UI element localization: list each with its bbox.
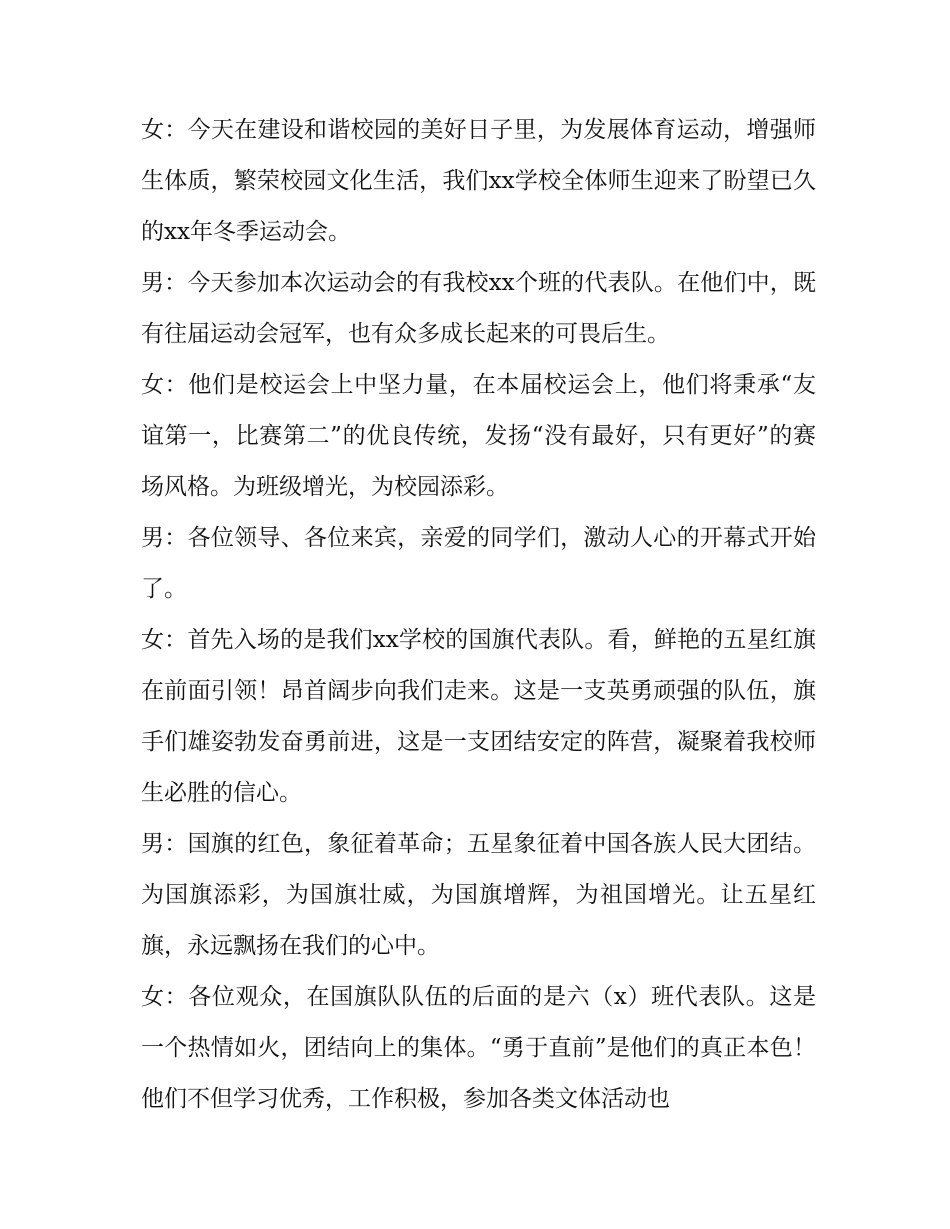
paragraph-5: 女：首先入场的是我们xx学校的国旗代表队。看，鲜艳的五星红旗在前面引领！昂首阔步向我们走来。这是一支英勇顽强的队伍，旗手们雄姿勃发奋勇前进，这是一支团结安定的阵营，凝聚着我校师生必胜的信心。 <box>141 627 816 806</box>
paragraph-4: 男：各位领导、各位来宾，亲爱的同学们，激动人心的开幕式开始了。 <box>141 525 816 602</box>
paragraph-3: 女：他们是校运会上中坚力量，在本届校运会上，他们将秉承“友谊第一，比赛第二”的优良传统，发扬“没有最好，只有更好”的赛场风格。为班级增光，为校园添彩。 <box>141 372 816 500</box>
paragraph-6: 男：国旗的红色，象征着革命；五星象征着中国各族人民大团结。为国旗添彩，为国旗壮威，为国旗增辉，为祖国增光。让五星红旗，永远飘扬在我们的心中。 <box>141 831 816 959</box>
document-body <box>141 105 816 1125</box>
paragraph-2: 男：今天参加本次运动会的有我校xx个班的代表队。在他们中，既有往届运动会冠军，也有众多成长起来的可畏后生。 <box>141 270 816 347</box>
paragraph-1: 女：今天在建设和谐校园的美好日子里，为发展体育运动，增强师生体质，繁荣校园文化生活，我们xx学校全体师生迎来了盼望已久的xx年冬季运动会。 <box>141 117 816 245</box>
paragraph-7: 女：各位观众，在国旗队队伍的后面的是六（x）班代表队。这是一个热情如火，团结向上的集体。“勇于直前”是他们的真正本色！他们不但学习优秀，工作积极，参加各类文体活动也 <box>141 984 816 1112</box>
